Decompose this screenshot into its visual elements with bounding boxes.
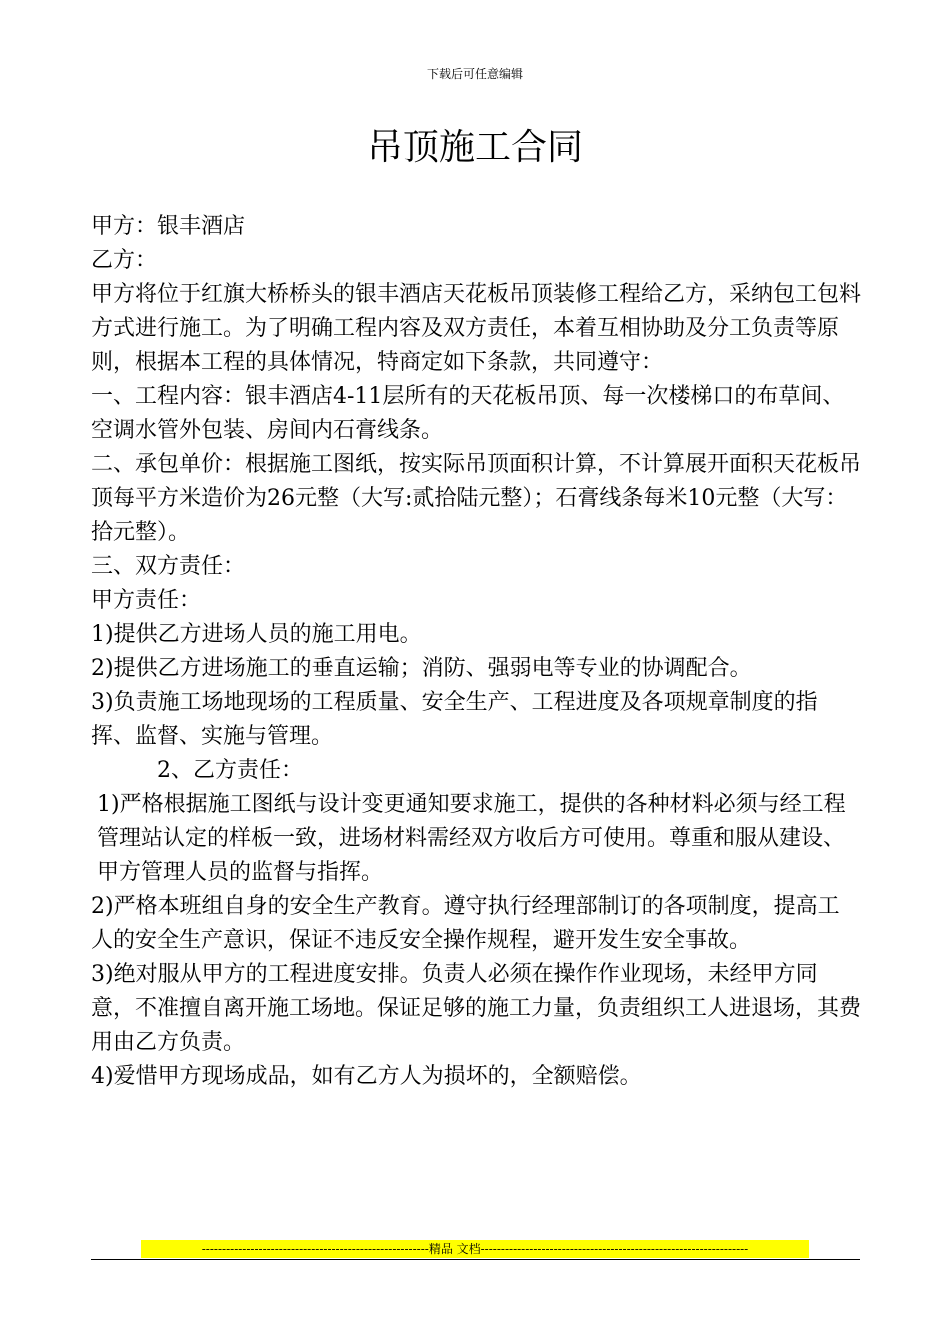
party-b-line: 乙方： <box>91 248 158 273</box>
party-b-duties-heading: 2、乙方责任： <box>157 758 303 783</box>
clause-2-unit-price: 二、承包单价：根据施工图纸，按实际吊顶面积计算，不计算展开面积天花板吊顶每平方米造价为26元整（大写:贰拾陆元整）；石膏线条每米10元整（大写：拾元整）。 <box>91 452 862 545</box>
footer-watermark-bar: --------------------------------------------------------精品 文档------------------------------------------------------------------ <box>141 1240 809 1258</box>
party-a-line: 甲方：银丰酒店 <box>91 214 246 239</box>
clause-1-scope: 一、工程内容：银丰酒店4-11层所有的天花板吊顶、每一次楼梯口的布草间、空调水管外包装、房间内石膏线条。 <box>91 384 845 443</box>
party-b-duty-1: 1)严格根据施工图纸与设计变更通知要求施工，提供的各种材料必须与经工程管理站认定的样板一致，进场材料需经双方收后方可使用。尊重和服从建设、甲方管理人员的监督与指挥。 <box>97 792 846 885</box>
party-a-duty-2: 2)提供乙方进场施工的垂直运输；消防、强弱电等专业的协调配合。 <box>91 656 752 681</box>
document-title: 吊顶施工合同 <box>366 127 583 168</box>
party-a-duty-3: 3)负责施工场地现场的工程质量、安全生产、工程进度及各项规章制度的指挥、监督、实施与管理。 <box>91 690 818 749</box>
preamble-paragraph: 甲方将位于红旗大桥桥头的银丰酒店天花板吊顶装修工程给乙方，采纳包工包料方式进行施工。为了明确工程内容及双方责任，本着互相协助及分工负责等原则，根据本工程的具体情况，特商定如下条款，共同遵守： <box>91 282 862 375</box>
footer-divider <box>91 1259 860 1260</box>
party-a-duty-1: 1)提供乙方进场人员的施工用电。 <box>91 622 422 647</box>
party-b-duty-4: 4)爱惜甲方现场成品，如有乙方人为损坏的，全额赔偿。 <box>91 1064 642 1089</box>
contract-body <box>91 210 861 1094</box>
party-a-duties-heading: 甲方责任： <box>91 588 202 613</box>
header-note: 下载后可任意编辑 <box>426 67 523 81</box>
party-b-duty-3: 3)绝对服从甲方的工程进度安排。负责人必须在操作作业现场，未经甲方同意，不准擅自离开施工场地。保证足够的施工力量，负责组织工人进退场，其费用由乙方负责。 <box>91 962 862 1055</box>
party-b-duty-2: 2)严格本班组自身的安全生产教育。遵守执行经理部制订的各项制度，提高工人的安全生产意识，保证不违反安全操作规程，避开发生安全事故。 <box>91 894 840 953</box>
clause-3-heading: 三、双方责任： <box>91 554 246 579</box>
